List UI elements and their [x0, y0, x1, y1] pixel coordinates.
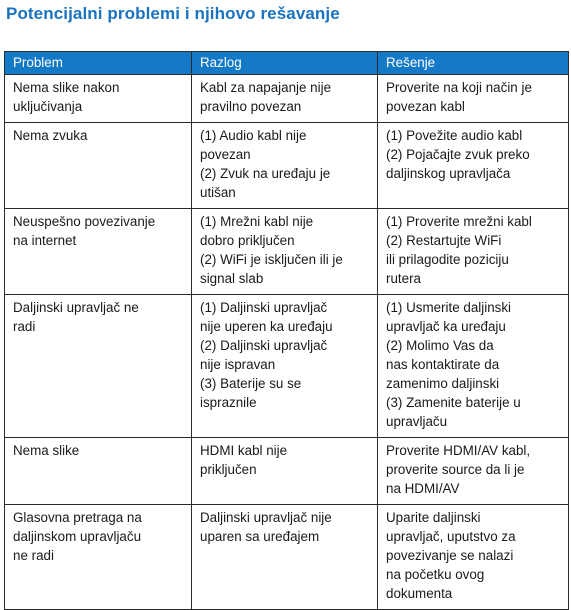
header-reason: Razlog	[192, 52, 378, 75]
cell-text-line: Kabl za napajanje nije	[200, 80, 332, 95]
cell-text-line: (1) Daljinski upravljač	[200, 300, 328, 315]
cell-text-line: Proverite na koji način je	[386, 80, 532, 95]
cell-text-line: uključivanja	[13, 99, 83, 114]
cell-text-line: pravilno povezan	[200, 99, 302, 114]
cell-text-line: (1) Povežite audio kabl	[386, 128, 523, 143]
cell-text-line: (1) Usmerite daljinski	[386, 300, 512, 315]
cell-text-line: ispraznile	[200, 395, 257, 410]
cell-text-line: (1) Audio kabl nije	[200, 128, 307, 143]
cell-text-line: na internet	[13, 233, 77, 248]
header-solution: Rešenje	[378, 52, 569, 75]
cell-text-line: Neuspešno povezivanje	[13, 214, 156, 229]
cell-text-line: povezan kabl	[386, 99, 465, 114]
solution-cell	[378, 505, 569, 610]
cell-text-line: HDMI kabl nije	[200, 443, 288, 458]
solution-cell	[378, 75, 569, 123]
cell-text-line: (2) WiFi je isključen ili je	[200, 252, 343, 267]
cell-text-line: Daljinski upravljač nije	[200, 510, 332, 525]
cell-text-line: dobro priključen	[200, 233, 295, 248]
cell-text-line: (2) Zvuk na uređaju je	[200, 166, 331, 181]
cell-text-line: (1) Mrežni kabl nije	[200, 214, 314, 229]
reason-cell	[192, 209, 378, 295]
cell-text-line: zamenimo daljinski	[386, 376, 500, 391]
cell-text-line: Uparite daljinski	[386, 510, 481, 525]
cell-text-line: upravljač, uputstvo za	[386, 529, 516, 544]
cell-text-line: (3) Baterije su se	[200, 376, 302, 391]
cell-text-line: (2) Pojačajte zvuk preko	[386, 147, 530, 162]
cell-text-line: nije ispravan	[200, 357, 276, 372]
cell-text-line: daljinskom upravljaču	[13, 529, 142, 544]
solution-cell	[378, 295, 569, 438]
cell-text-line: radi	[13, 319, 36, 334]
table-row	[5, 75, 569, 123]
cell-text-line: na HDMI/AV	[386, 481, 460, 496]
problem-cell	[5, 123, 192, 209]
page-title: Potencijalni problemi i njihovo rešavanje	[6, 4, 340, 23]
cell-text-line: (2) Restartujte WiFi	[386, 233, 502, 248]
reason-cell	[192, 438, 378, 505]
table-row	[5, 123, 569, 209]
cell-text-line: upravljač ka uređaju	[386, 319, 506, 334]
cell-text-line: ili prilagodite poziciju	[386, 252, 509, 267]
cell-text-line: nas kontaktirate da	[386, 357, 500, 372]
table-header-row	[5, 52, 569, 75]
cell-text-line: proverite source da li je	[386, 462, 525, 477]
cell-text-line: priključen	[200, 462, 257, 477]
problem-cell	[5, 438, 192, 505]
reason-cell	[192, 295, 378, 438]
reason-cell	[192, 123, 378, 209]
header-problem: Problem	[5, 52, 192, 75]
reason-cell	[192, 505, 378, 610]
problem-cell	[5, 295, 192, 438]
table-row	[5, 505, 569, 610]
problem-cell	[5, 75, 192, 123]
cell-text-line: rutera	[386, 271, 421, 286]
cell-text-line: Glasovna pretraga na	[13, 510, 142, 525]
cell-text-line: povezan	[200, 147, 251, 162]
solution-cell	[378, 209, 569, 295]
table-row	[5, 209, 569, 295]
reason-cell	[192, 75, 378, 123]
cell-text-line: utišan	[200, 185, 236, 200]
cell-text-line: Nema zvuka	[13, 128, 88, 143]
cell-text-line: signal slab	[200, 271, 264, 286]
solution-cell	[378, 123, 569, 209]
cell-text-line: povezivanje se nalazi	[386, 548, 514, 563]
cell-text-line: (1) Proverite mrežni kabl	[386, 214, 532, 229]
cell-text-line: (2) Daljinski upravljač	[200, 338, 328, 353]
cell-text-line: Nema slike nakon	[13, 80, 120, 95]
cell-text-line: (2) Molimo Vas da	[386, 338, 494, 353]
cell-text-line: uparen sa uređajem	[200, 529, 320, 544]
cell-text-line: Nema slike	[13, 443, 80, 458]
troubleshooting-table	[4, 51, 569, 610]
cell-text-line: na početku ovog	[386, 567, 485, 582]
solution-cell	[378, 438, 569, 505]
table-row	[5, 438, 569, 505]
table-row	[5, 295, 569, 438]
cell-text-line: daljinskog upravljača	[386, 166, 511, 181]
table-body	[5, 75, 569, 610]
cell-text-line: dokumenta	[386, 586, 453, 601]
cell-text-line: upravljaču	[386, 414, 448, 429]
cell-text-line: nije uperen ka uređaju	[200, 319, 333, 334]
cell-text-line: (3) Zamenite baterije u	[386, 395, 521, 410]
cell-text-line: ne radi	[13, 548, 54, 563]
cell-text-line: Daljinski upravljač ne	[13, 300, 139, 315]
problem-cell	[5, 505, 192, 610]
cell-text-line: Proverite HDMI/AV kabl,	[386, 443, 531, 458]
problem-cell	[5, 209, 192, 295]
